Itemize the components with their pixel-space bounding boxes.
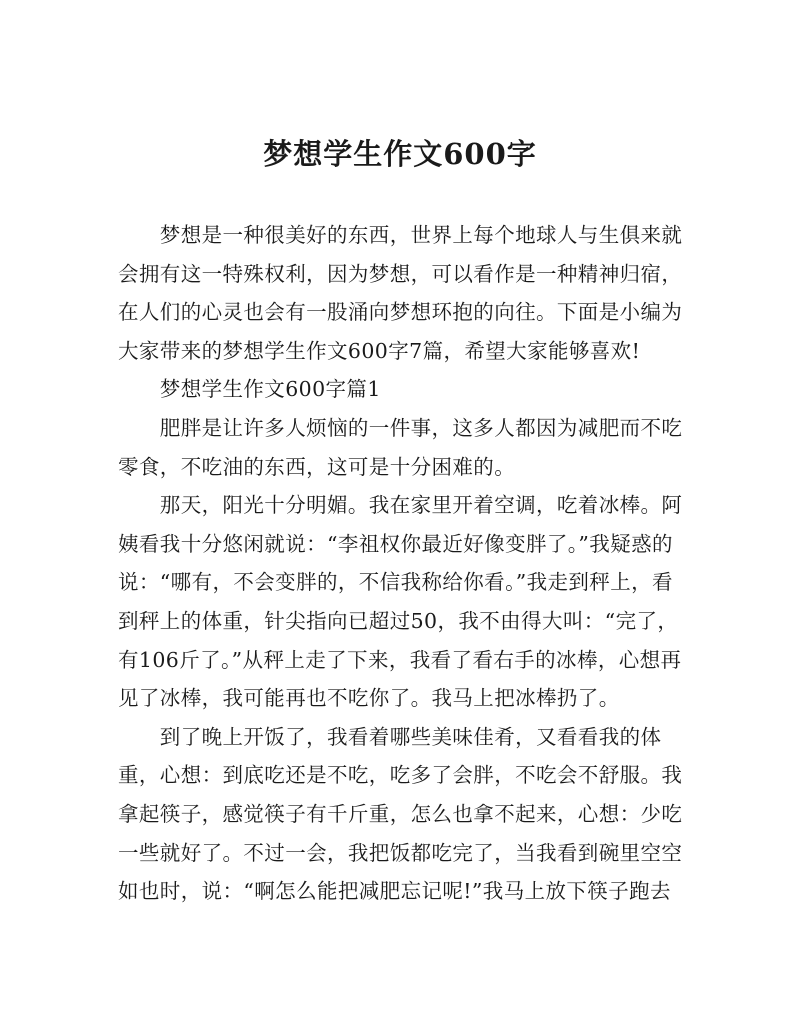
document-body: [118, 216, 688, 911]
paragraph-intro: 梦想是一种很美好的东西，世界上每个地球人与生俱来就会拥有这一特殊权利，因为梦想，可以看作是一种精神归宿，在人们的心灵也会有一股涌向梦想环抱的向往。下面是小编为大家带来的梦想学生作文600字7篇，希望大家能够喜欢!: [118, 223, 683, 363]
paragraph: 到了晚上开饭了，我看着哪些美味佳肴，又看看我的体重，心想：到底吃还是不吃，吃多了会胖，不吃会不舒服。我拿起筷子，感觉筷子有千斤重，怎么也拿不起来，心想：少吃一些就好了。不过一会，我把饭都吃完了，当我看到碗里空空如也时，说：“啊怎么能把减肥忘记呢!”我马上放下筷子跑去: [118, 724, 683, 904]
document-title: 梦想学生作文600字: [263, 137, 537, 171]
paragraph: 那天，阳光十分明媚。我在家里开着空调，吃着冰棒。阿姨看我十分悠闲就说：“李祖权你最近好像变胖了。”我疑惑的说：“哪有，不会变胖的，不信我称给你看。”我走到秤上，看到秤上的体重，针尖指向已超过50，我不由得大叫：“完了，有106斤了。”从秤上走了下来，我看了看右手的冰棒，心想再见了冰棒，我可能再也不吃你了。我马上把冰棒扔了。: [118, 493, 683, 711]
section-heading: 梦想学生作文600字篇1: [118, 377, 381, 402]
paragraph: 肥胖是让许多人烦恼的一件事，这多人都因为减肥而不吃零食，不吃油的东西，这可是十分困难的。: [118, 415, 683, 479]
